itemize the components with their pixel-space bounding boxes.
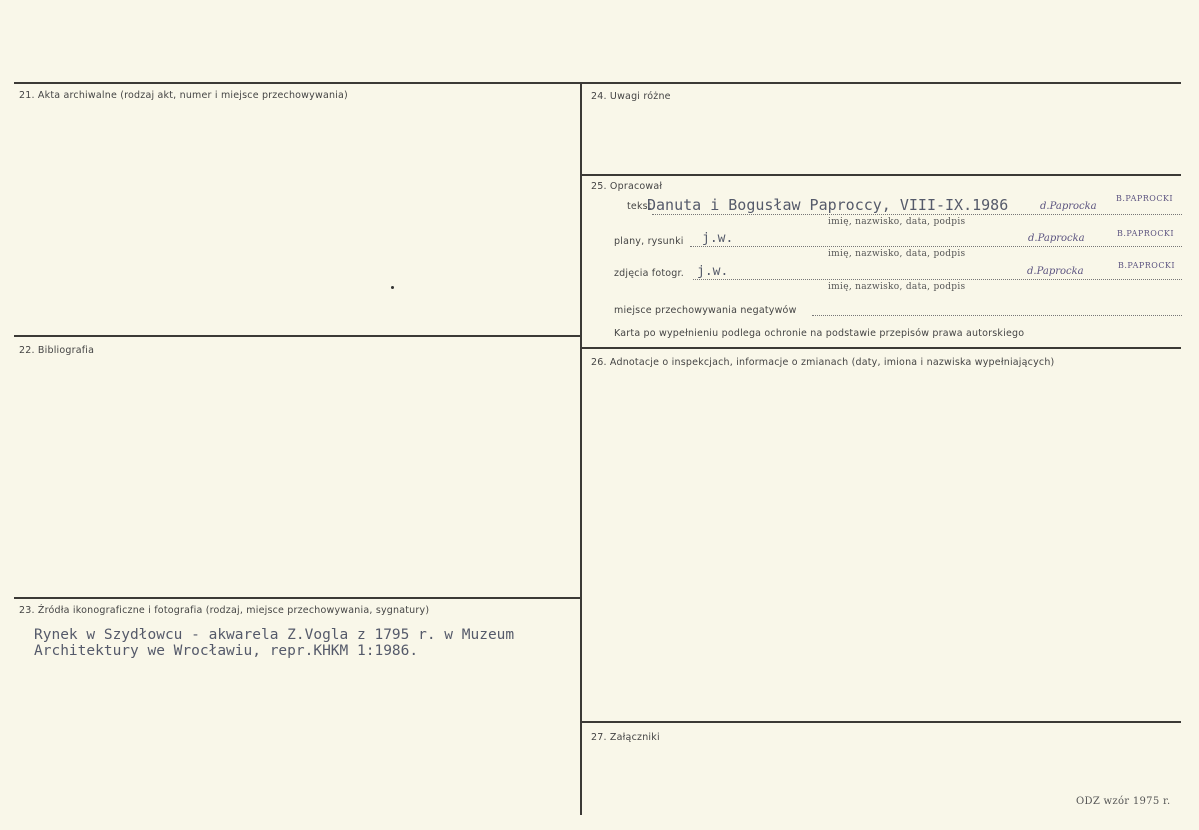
section-21-label: 21. Akta archiwalne (rodzaj akt, numer i miejsce przechowywania): [19, 90, 348, 101]
form-footer: ODZ wzór 1975 r.: [1076, 796, 1171, 807]
ink-speck: [391, 286, 394, 289]
section-24-label: 24. Uwagi różne: [591, 91, 671, 102]
zdjecia-dotted-line: [693, 279, 1182, 280]
section-23-typed-line2: Architektury we Wrocławiu, repr.KHKM 1:1986.: [34, 643, 419, 659]
section-25-26-divider: [582, 347, 1181, 349]
section-27-label: 27. Załączniki: [591, 732, 660, 743]
center-divider-line: [580, 82, 582, 815]
section-21-22-divider: [14, 335, 580, 337]
section-24-25-divider: [582, 174, 1181, 176]
section-23-typed-line1: Rynek w Szydłowcu - akwarela Z.Vogla z 1795 r. w Muzeum: [34, 627, 515, 643]
zdjecia-caption: imię, nazwisko, data, podpis: [828, 282, 966, 292]
plany-value: j.w.: [702, 231, 734, 246]
top-border-line: [14, 82, 1181, 84]
plany-signature-script: d.Paprocka: [1028, 233, 1085, 244]
tekst-dotted-line: [652, 214, 1182, 215]
tekst-label: tekst: [627, 201, 652, 212]
section-26-27-divider: [582, 721, 1181, 723]
section-25-label: 25. Opracował: [591, 181, 663, 192]
negatywy-dotted-line: [812, 315, 1182, 316]
section-22-label: 22. Bibliografia: [19, 345, 95, 356]
section-26-label: 26. Adnotacje o inspekcjach, informacje o zmianach (daty, imiona i nazwiska wypełniających): [591, 357, 1055, 368]
zdjecia-label: zdjęcia fotogr.: [614, 268, 684, 279]
zdjecia-value: j.w.: [697, 264, 729, 279]
section-23-label: 23. Źródła ikonograficzne i fotografia (rodzaj, miejsce przechowywania, sygnatury): [19, 605, 430, 616]
tekst-signature-print: B.PAPROCKI: [1116, 194, 1174, 203]
tekst-caption: imię, nazwisko, data, podpis: [828, 217, 966, 227]
tekst-signature-script: d.Paprocka: [1040, 201, 1097, 212]
section-22-23-divider: [14, 597, 580, 599]
negatywy-label: miejsce przechowywania negatywów: [614, 305, 797, 316]
copyright-note: Karta po wypełnieniu podlega ochronie na podstawie przepisów prawa autorskiego: [614, 328, 1025, 339]
plany-label: plany, rysunki: [614, 236, 684, 247]
tekst-value: Danuta i Bogusław Paproccy, VIII-IX.1986: [647, 196, 1009, 214]
zdjecia-signature-script: d.Paprocka: [1027, 266, 1084, 277]
zdjecia-signature-print: B.PAPROCKI: [1118, 261, 1176, 270]
plany-signature-print: B.PAPROCKI: [1117, 229, 1175, 238]
plany-dotted-line: [690, 246, 1182, 247]
plany-caption: imię, nazwisko, data, podpis: [828, 249, 966, 259]
